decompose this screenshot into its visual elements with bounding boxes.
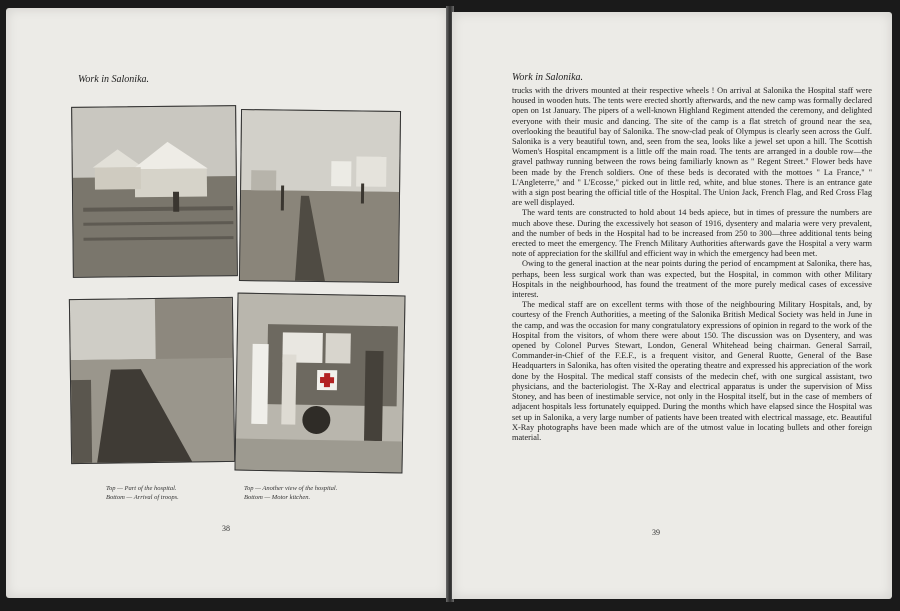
page-number: 39 — [652, 528, 660, 537]
caption-line: Top — Part of the hospital. — [106, 485, 177, 492]
photo-hospital-tents — [71, 105, 238, 278]
photo-hospital-street — [239, 109, 401, 283]
page-number: 38 — [222, 524, 230, 533]
right-page — [452, 12, 892, 599]
left-page — [6, 8, 448, 598]
running-head: Work in Salonika. — [512, 72, 584, 83]
caption-line: Bottom — Arrival of troops. — [106, 494, 179, 501]
caption-right — [244, 484, 337, 502]
caption-line: Bottom — Motor kitchen. — [244, 494, 311, 501]
caption-left — [106, 484, 179, 502]
paragraph: Owing to the general inaction at the near points during the period of encampment at Salonika, there has, perhaps, been less surgical work than was expected, but the Hospital, in common with other Military Hospitals in the neighbourhood, has found the treatment of the more purely medical cases of excessive interest. — [512, 259, 872, 300]
running-head: Work in Salonika. — [78, 74, 150, 85]
paragraph: The ward tents are constructed to hold about 14 beds apiece, but in times of pressure the numbers are much above these. During the excessively hot season of 1916, dysentery and malaria were very prevalent, and the number of beds in the Hospital had to be increased from 250 to 300—three additional tents being erected to meet the emergency. The French Military Authorities afterwards gave the Hospital a very warm note of appreciation for the skillful and efficient way in which the emergency had been met. — [512, 208, 872, 259]
photo-motor-kitchen — [234, 293, 405, 474]
paragraph: trucks with the drivers mounted at their respective wheels ! On arrival at Salonika the Hospital staff were housed in wooden huts. The tents were erected shortly afterwards, and the new camp was formally declared open on 1st January. The pipers of a well-known Highland Regiment attended the ceremony, and delighted everyone with their music and dancing. The site of the camp is a flat stretch of ground near the sea, overlooking the beautiful bay of Salonika. The snow-clad peak of Olympus is clearly seen across the Gulf. Salonika is a very beautiful town, and, seen from the sea, looks like a jewel set upon a hill. The Scottish Women's Hospital encampment is a little off the main road. The tents are arranged in a double row—the gravel pathway running between the rows being familiarly known as " Regent Street." Flower beds have been made by the French soldiers. One of these beds is decorated with the mottoes " La France," " L'Angleterre," and " L'Ecosse," picked out in little red, white, and blue stones. There is an entrance gate with a sign post bearing the official title of the Hospital. The Union Jack, French Flag, and Red Cross Flag are well displayed. — [512, 86, 872, 208]
caption-line: Top — Another view of the hospital. — [244, 485, 338, 492]
paragraph: The medical staff are on excellent terms with those of the neighbouring Military Hospitals, and, by courtesy of the French Authorities, a meeting of the Salonika British Medical Society was held in June in the camp, and was the occasion for many congratulatory expressions of opinion in regard to the work of the Hospital from the visitors, of whom there were about 150. The discussion was on Dysentery, and was opened by Colonel Purves Stewart, London, General Whitehead being chairman. General Sarrail, Commander-in-Chief of the F.E.F., is a frequent visitor, and General Ruotte, General of the Base Headquarters in Salonika, has often visited the operating theatre and expressed his appreciation of the work done by the Hospital. The medical staff consists of the medecin chef, with one surgical assistant, two physicians, and the bacteriologist. The X-Ray and electrical apparatus is under the supervision of Miss Stoney, and has been of inestimable service, not only in the Hospital itself, but in the case of members of adjacent hospitals less fortunately equipped. During the months which have elapsed since the Hospital was set up in Salonika, a very large number of patients have been treated with electrical massage, etc. Beautiful X-Ray photographs have been made which are of the utmost value in locating bullets and other foreign material. — [512, 300, 872, 442]
photo-arrival-of-troops — [69, 297, 235, 464]
body-text — [512, 86, 872, 443]
